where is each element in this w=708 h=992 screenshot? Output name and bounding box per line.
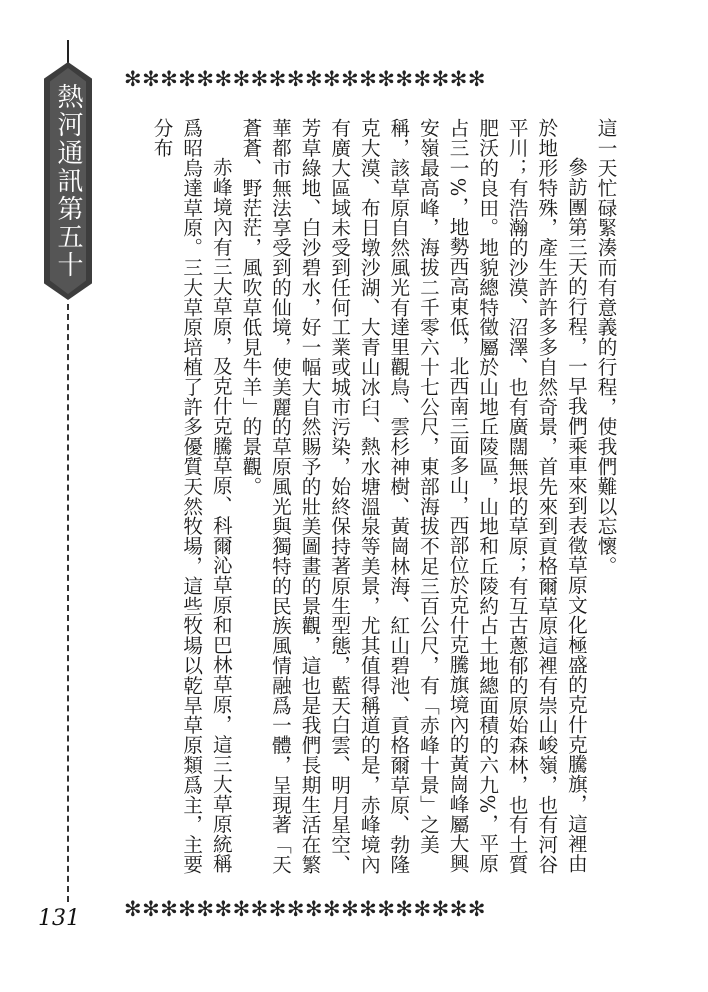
margin-dashed-line xyxy=(67,304,69,902)
publication-title: 熱河通訊第五十九期 xyxy=(5,83,83,279)
ornament-top: ✻✻✻✻✻✻✻✻✻✻✻✻✻✻✻✻✻✻✻✻ xyxy=(124,67,486,91)
paragraph: 赤峰境內有三大草原，及克什克騰草原、科爾沁草原和巴林草原，這三大草原統稱爲昭烏達草原。三大草原培植了許多優質天然牧場，這些牧場以乾旱草原類爲主，主要分布 xyxy=(150,118,233,875)
banner-pin xyxy=(67,40,69,64)
paragraph: 參訪團第三天的行程，一早我們乘車來到表徵草原文化極盛的克什克騰旗，這裡由於地形特殊，產生許許多多自然奇景，首先來到貢格爾草原這裡有崇山峻嶺，也有河谷平川；有浩瀚的沙漠、沼澤、也有廣闊無垠的草原；有互古蔥郁的原始森林，也有土質肥沃的良田。地貌總特徵屬於山地丘陵區，山地和丘陵約占土地總面積的六九%，平原占三一%，地勢西高東低，北西南三面多山，西部位於克什克騰旗境內的黃崗峰屬大興安嶺最高峰，海拔二千零六十七公尺，東部海拔不足三百公尺，有「赤峰十景」之美稱，該草原自然風光有達里觀鳥、雲杉神樹、黃崗林海、紅山碧池、貢格爾草原、勃隆克大漠、布日墩沙湖、大青山冰臼、熱水塘溫泉等美景，尤其值得稱道的是，赤峰境內有廣大區域未受到任何工業或城市污染，始終保持著原生型態，藍天白雲、明月星空、芳草綠地、白沙碧水，好一幅大自然賜予的壯美圖畫的景觀，這也是我們長期生活在繁華都市無法享受到的仙境，使美麗的草原風光與獨特的民族風情融爲一體，呈現著「天蒼蒼、野茫茫，風吹草低見牛羊」的景觀。 xyxy=(238,118,588,875)
page-number: 131 xyxy=(38,906,80,931)
paragraph: 這一天忙碌緊湊而有意義的行程，使我們難以忘懷。 xyxy=(594,118,617,576)
ornament-bottom: ✻✻✻✻✻✻✻✻✻✻✻✻✻✻✻✻✻✻✻✻ xyxy=(124,897,486,921)
article-body xyxy=(150,118,620,888)
